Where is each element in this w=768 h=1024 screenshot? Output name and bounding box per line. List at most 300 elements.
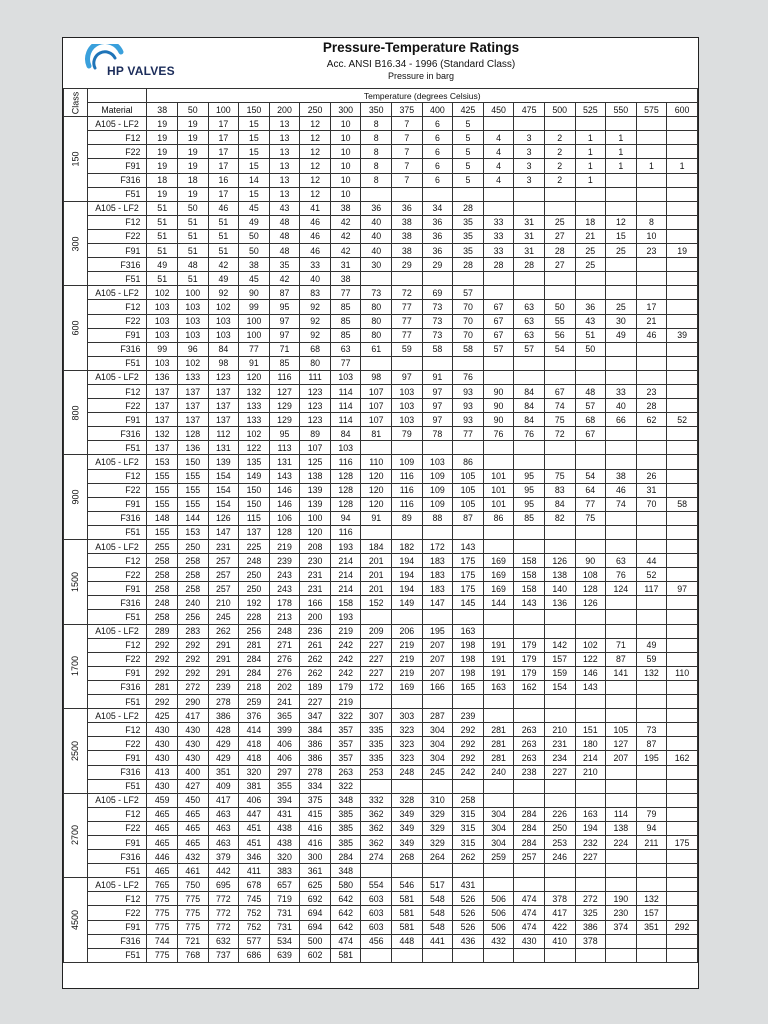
material-cell: F316 [87, 511, 147, 525]
pressure-cell: 263 [514, 737, 545, 751]
pressure-cell: 284 [239, 652, 270, 666]
pressure-cell: 87 [269, 286, 300, 300]
pressure-cell: 30 [361, 258, 392, 272]
pressure-cell: 36 [392, 201, 423, 215]
pressure-cell: 147 [208, 525, 239, 539]
pressure-cell: 73 [422, 314, 453, 328]
pressure-cell: 13 [269, 159, 300, 173]
class-cell [64, 370, 88, 455]
pressure-cell: 19 [147, 187, 178, 201]
pressure-cell: 46 [300, 229, 331, 243]
temperature-column-header: 100 [208, 103, 239, 117]
temperature-column-header: 38 [147, 103, 178, 117]
class-label: 2500 [70, 740, 81, 761]
pressure-cell: 163 [453, 624, 484, 638]
pressure-cell [514, 117, 545, 131]
pressure-cell: 25 [575, 244, 606, 258]
pressure-cell [606, 201, 637, 215]
pressure-cell: 322 [330, 779, 361, 793]
pressure-cell: 95 [269, 427, 300, 441]
class-cell [64, 455, 88, 540]
pressure-cell: 48 [269, 215, 300, 229]
pressure-cell: 642 [330, 892, 361, 906]
table-row [64, 497, 698, 511]
pressure-cell: 80 [361, 300, 392, 314]
pressure-cell [667, 469, 698, 483]
pressure-cell: 109 [422, 497, 453, 511]
pressure-cell: 451 [239, 821, 270, 835]
pressure-cell: 30 [606, 314, 637, 328]
pressure-cell: 284 [239, 666, 270, 680]
pressure-cell [636, 173, 667, 187]
pressure-cell [422, 525, 453, 539]
pressure-cell: 198 [453, 652, 484, 666]
pressure-cell: 67 [483, 328, 514, 342]
pressure-cell: 85 [330, 328, 361, 342]
pressure-cell: 103 [392, 399, 423, 413]
pressure-cell: 332 [361, 793, 392, 807]
pressure-cell: 10 [330, 187, 361, 201]
pressure-cell: 51 [208, 244, 239, 258]
pressure-cell: 202 [269, 680, 300, 694]
pressure-cell: 49 [606, 328, 637, 342]
pressure-cell: 63 [514, 328, 545, 342]
pressure-cell: 632 [208, 934, 239, 948]
material-cell: F12 [87, 215, 147, 229]
pressure-cell [392, 441, 423, 455]
temperature-column-header: 500 [544, 103, 575, 117]
pressure-cell: 10 [636, 229, 667, 243]
pressure-cell [606, 948, 637, 962]
pressure-cell: 19 [147, 145, 178, 159]
pressure-cell: 77 [575, 497, 606, 511]
pressure-cell: 775 [147, 920, 178, 934]
material-cell: F51 [87, 187, 147, 201]
pressure-cell: 775 [177, 892, 208, 906]
pressure-cell: 70 [453, 300, 484, 314]
pressure-cell: 430 [147, 751, 178, 765]
pressure-cell [544, 610, 575, 624]
pressure-cell: 31 [514, 215, 545, 229]
pressure-cell: 124 [606, 582, 637, 596]
pressure-cell: 201 [361, 554, 392, 568]
pressure-cell: 139 [300, 483, 331, 497]
pressure-cell: 85 [330, 314, 361, 328]
pressure-cell: 63 [330, 342, 361, 356]
pressure-cell: 94 [636, 821, 667, 835]
material-cell: F51 [87, 525, 147, 539]
class-label: 600 [70, 320, 81, 336]
pressure-cell [575, 286, 606, 300]
pressure-cell: 102 [239, 427, 270, 441]
pressure-cell [667, 765, 698, 779]
pressure-cell: 351 [636, 920, 667, 934]
pressure-cell: 66 [606, 413, 637, 427]
pressure-cell [636, 117, 667, 131]
pressure-cell [514, 624, 545, 638]
pressure-cell: 128 [269, 525, 300, 539]
table-row [64, 427, 698, 441]
pressure-cell: 194 [575, 821, 606, 835]
pressure-cell [575, 624, 606, 638]
temperature-column-header: 525 [575, 103, 606, 117]
material-cell: F316 [87, 765, 147, 779]
pressure-cell: 97 [667, 582, 698, 596]
pressure-cell: 114 [330, 413, 361, 427]
pressure-cell: 128 [330, 483, 361, 497]
temperature-column-header: 50 [177, 103, 208, 117]
pressure-cell [606, 525, 637, 539]
pressure-cell [667, 596, 698, 610]
pressure-cell: 15 [239, 187, 270, 201]
pressure-cell: 103 [208, 314, 239, 328]
pressure-cell [544, 624, 575, 638]
pressure-cell: 103 [147, 314, 178, 328]
pressure-cell: 81 [361, 427, 392, 441]
pressure-cell [453, 610, 484, 624]
pressure-cell: 292 [147, 652, 178, 666]
pressure-cell: 97 [269, 314, 300, 328]
pressure-cell: 70 [636, 497, 667, 511]
pressure-cell: 175 [453, 582, 484, 596]
pressure-cell: 95 [514, 469, 545, 483]
pressure-cell [606, 624, 637, 638]
pressure-cell: 304 [422, 737, 453, 751]
pressure-cell [606, 117, 637, 131]
pressure-cell [483, 948, 514, 962]
pressure-cell: 731 [269, 906, 300, 920]
pressure-cell: 85 [269, 356, 300, 370]
pressure-cell [483, 695, 514, 709]
pressure-cell: 90 [483, 399, 514, 413]
pressure-cell: 323 [392, 737, 423, 751]
pressure-cell: 67 [544, 384, 575, 398]
pressure-cell: 135 [239, 455, 270, 469]
pressure-cell [422, 779, 453, 793]
pressure-cell: 548 [422, 892, 453, 906]
pressure-cell: 40 [361, 244, 392, 258]
pressure-cell: 201 [361, 582, 392, 596]
pressure-cell: 328 [392, 793, 423, 807]
pressure-cell: 67 [483, 300, 514, 314]
material-cell: F51 [87, 779, 147, 793]
pressure-cell: 441 [422, 934, 453, 948]
pressure-cell: 137 [208, 413, 239, 427]
pressure-cell: 140 [544, 582, 575, 596]
pressure-cell: 268 [392, 850, 423, 864]
pressure-cell [606, 258, 637, 272]
pressure-cell: 357 [330, 751, 361, 765]
pressure-cell: 194 [392, 568, 423, 582]
pressure-cell: 77 [239, 342, 270, 356]
pressure-cell [606, 511, 637, 525]
ratings-table-wrap [63, 88, 698, 963]
class-cell [64, 624, 88, 709]
pressure-cell: 128 [330, 469, 361, 483]
pressure-cell: 172 [422, 540, 453, 554]
pressure-cell [514, 201, 545, 215]
pressure-cell [667, 342, 698, 356]
pressure-cell [667, 384, 698, 398]
pressure-cell: 7 [392, 173, 423, 187]
pressure-cell [606, 455, 637, 469]
pressure-cell: 48 [269, 229, 300, 243]
pressure-cell: 3 [514, 145, 545, 159]
pressure-cell: 49 [208, 272, 239, 286]
pressure-cell: 100 [177, 286, 208, 300]
pressure-cell [667, 215, 698, 229]
pressure-cell: 38 [392, 215, 423, 229]
pressure-cell: 474 [514, 920, 545, 934]
pressure-cell [667, 680, 698, 694]
pressure-cell [392, 864, 423, 878]
pressure-cell: 169 [483, 568, 514, 582]
class-header [64, 89, 88, 117]
pressure-cell: 143 [575, 680, 606, 694]
pressure-cell: 87 [606, 652, 637, 666]
pressure-cell: 71 [606, 638, 637, 652]
pressure-cell: 430 [177, 737, 208, 751]
pressure-cell [483, 779, 514, 793]
pressure-cell: 51 [147, 272, 178, 286]
pressure-cell: 406 [269, 751, 300, 765]
pressure-cell: 122 [239, 441, 270, 455]
pressure-cell: 10 [330, 159, 361, 173]
pressure-cell [483, 117, 514, 131]
pressure-cell: 320 [239, 765, 270, 779]
pressure-cell: 58 [422, 342, 453, 356]
pressure-cell [575, 948, 606, 962]
pressure-cell: 414 [239, 723, 270, 737]
class-label: 150 [70, 151, 81, 167]
pressure-cell: 258 [177, 582, 208, 596]
pressure-cell: 678 [239, 878, 270, 892]
pressure-cell: 35 [453, 229, 484, 243]
pressure-cell [361, 695, 392, 709]
pressure-cell: 292 [177, 666, 208, 680]
pressure-cell: 36 [422, 244, 453, 258]
pressure-cell [453, 779, 484, 793]
pressure-cell [575, 878, 606, 892]
pressure-cell: 178 [269, 596, 300, 610]
class-label: 800 [70, 405, 81, 421]
pressure-cell: 137 [147, 399, 178, 413]
pressure-cell: 263 [514, 751, 545, 765]
pressure-cell: 417 [544, 906, 575, 920]
pressure-cell: 25 [544, 215, 575, 229]
pressure-cell: 248 [239, 554, 270, 568]
pressure-cell: 287 [422, 709, 453, 723]
pressure-cell: 231 [300, 582, 331, 596]
pressure-cell: 428 [208, 723, 239, 737]
pressure-cell: 6 [422, 173, 453, 187]
pressure-cell [514, 525, 545, 539]
pressure-cell: 385 [330, 821, 361, 835]
pressure-cell: 219 [269, 540, 300, 554]
pressure-cell: 465 [147, 807, 178, 821]
pressure-cell: 29 [392, 258, 423, 272]
table-row [64, 666, 698, 680]
pressure-cell: 292 [147, 638, 178, 652]
pressure-cell: 12 [300, 159, 331, 173]
pressure-cell: 98 [361, 370, 392, 384]
pressure-cell: 1 [575, 173, 606, 187]
pressure-cell: 80 [300, 356, 331, 370]
pressure-cell: 131 [208, 441, 239, 455]
pressure-cell: 112 [208, 427, 239, 441]
pressure-cell: 429 [208, 751, 239, 765]
pressure-cell: 116 [330, 455, 361, 469]
pressure-cell: 45 [239, 272, 270, 286]
pressure-cell: 126 [544, 554, 575, 568]
pressure-cell: 139 [208, 455, 239, 469]
pressure-cell: 239 [453, 709, 484, 723]
pressure-cell: 15 [239, 131, 270, 145]
pressure-cell: 155 [147, 483, 178, 497]
pressure-cell [636, 511, 667, 525]
pressure-cell: 28 [514, 258, 545, 272]
pressure-cell: 36 [575, 300, 606, 314]
pressure-cell: 577 [239, 934, 270, 948]
pressure-cell: 27 [544, 258, 575, 272]
pressure-cell: 91 [422, 370, 453, 384]
pressure-cell: 179 [514, 652, 545, 666]
pressure-cell: 153 [147, 455, 178, 469]
pressure-cell [483, 540, 514, 554]
logo-text: HP VALVES [107, 64, 175, 78]
pressure-cell: 50 [177, 201, 208, 215]
pressure-cell: 85 [330, 300, 361, 314]
pressure-cell: 116 [392, 483, 423, 497]
pressure-cell: 95 [514, 483, 545, 497]
pressure-cell: 432 [177, 850, 208, 864]
pressure-cell [636, 540, 667, 554]
pressure-cell: 506 [483, 920, 514, 934]
pressure-cell: 31 [514, 229, 545, 243]
pressure-cell [514, 709, 545, 723]
pressure-cell: 87 [453, 511, 484, 525]
pressure-cell: 262 [208, 624, 239, 638]
pressure-cell: 242 [330, 652, 361, 666]
pressure-cell: 227 [544, 765, 575, 779]
pressure-cell [483, 864, 514, 878]
pressure-cell: 242 [330, 666, 361, 680]
pressure-cell: 179 [514, 666, 545, 680]
pressure-cell [667, 272, 698, 286]
pressure-cell: 113 [269, 441, 300, 455]
pressure-cell: 425 [147, 709, 178, 723]
pressure-cell: 430 [514, 934, 545, 948]
pressure-cell: 546 [392, 878, 423, 892]
pressure-cell [483, 201, 514, 215]
pressure-cell: 1 [606, 145, 637, 159]
pressure-cell: 355 [269, 779, 300, 793]
pressure-cell [606, 709, 637, 723]
pressure-cell: 77 [330, 286, 361, 300]
pressure-cell [667, 145, 698, 159]
pressure-cell [361, 948, 392, 962]
pressure-cell: 148 [147, 511, 178, 525]
pressure-cell [636, 878, 667, 892]
pressure-cell: 242 [453, 765, 484, 779]
pressure-cell: 255 [147, 540, 178, 554]
pressure-cell: 241 [269, 695, 300, 709]
pressure-cell: 23 [636, 244, 667, 258]
table-row [64, 483, 698, 497]
pressure-cell: 474 [514, 892, 545, 906]
pressure-cell [667, 314, 698, 328]
pressure-cell [636, 258, 667, 272]
table-row [64, 356, 698, 370]
pressure-cell: 554 [361, 878, 392, 892]
pressure-cell: 190 [606, 892, 637, 906]
table-row [64, 300, 698, 314]
pressure-cell: 775 [147, 948, 178, 962]
pressure-cell: 51 [147, 201, 178, 215]
pressure-cell [483, 793, 514, 807]
pressure-cell: 329 [422, 835, 453, 849]
pressure-cell: 198 [453, 666, 484, 680]
temperature-column-header: 350 [361, 103, 392, 117]
material-cell: F12 [87, 723, 147, 737]
material-cell: A105 - LF2 [87, 117, 147, 131]
pressure-cell [392, 187, 423, 201]
pressure-cell: 272 [177, 680, 208, 694]
pressure-cell: 172 [361, 680, 392, 694]
pressure-cell: 7 [392, 117, 423, 131]
pressure-cell: 416 [300, 821, 331, 835]
pressure-cell: 5 [453, 159, 484, 173]
pressure-cell: 42 [330, 244, 361, 258]
pressure-cell: 106 [269, 511, 300, 525]
pressure-cell: 76 [453, 370, 484, 384]
pressure-cell: 431 [269, 807, 300, 821]
pressure-cell [544, 525, 575, 539]
pressure-cell [361, 356, 392, 370]
pressure-cell: 231 [208, 540, 239, 554]
pressure-cell: 137 [177, 399, 208, 413]
pressure-cell [544, 540, 575, 554]
pressure-cell: 127 [269, 384, 300, 398]
pressure-cell: 240 [177, 596, 208, 610]
pressure-cell: 166 [300, 596, 331, 610]
pressure-cell: 107 [300, 441, 331, 455]
pressure-cell: 194 [392, 582, 423, 596]
material-cell: A105 - LF2 [87, 709, 147, 723]
pressure-cell: 253 [361, 765, 392, 779]
pressure-cell: 250 [239, 582, 270, 596]
pressure-cell: 436 [453, 934, 484, 948]
pressure-cell: 257 [208, 582, 239, 596]
material-cell: F91 [87, 751, 147, 765]
pressure-cell [575, 864, 606, 878]
pressure-cell: 42 [330, 215, 361, 229]
material-cell: F22 [87, 399, 147, 413]
pressure-cell: 227 [361, 638, 392, 652]
pressure-cell: 18 [177, 173, 208, 187]
pressure-cell: 274 [361, 850, 392, 864]
pressure-cell: 33 [606, 384, 637, 398]
pressure-cell: 226 [544, 807, 575, 821]
pressure-cell: 253 [544, 835, 575, 849]
pressure-cell: 137 [177, 384, 208, 398]
pressure-cell [514, 695, 545, 709]
pressure-cell [636, 441, 667, 455]
pressure-cell: 276 [269, 666, 300, 680]
pressure-cell: 775 [177, 906, 208, 920]
pressure-cell [667, 356, 698, 370]
pressure-cell [636, 427, 667, 441]
